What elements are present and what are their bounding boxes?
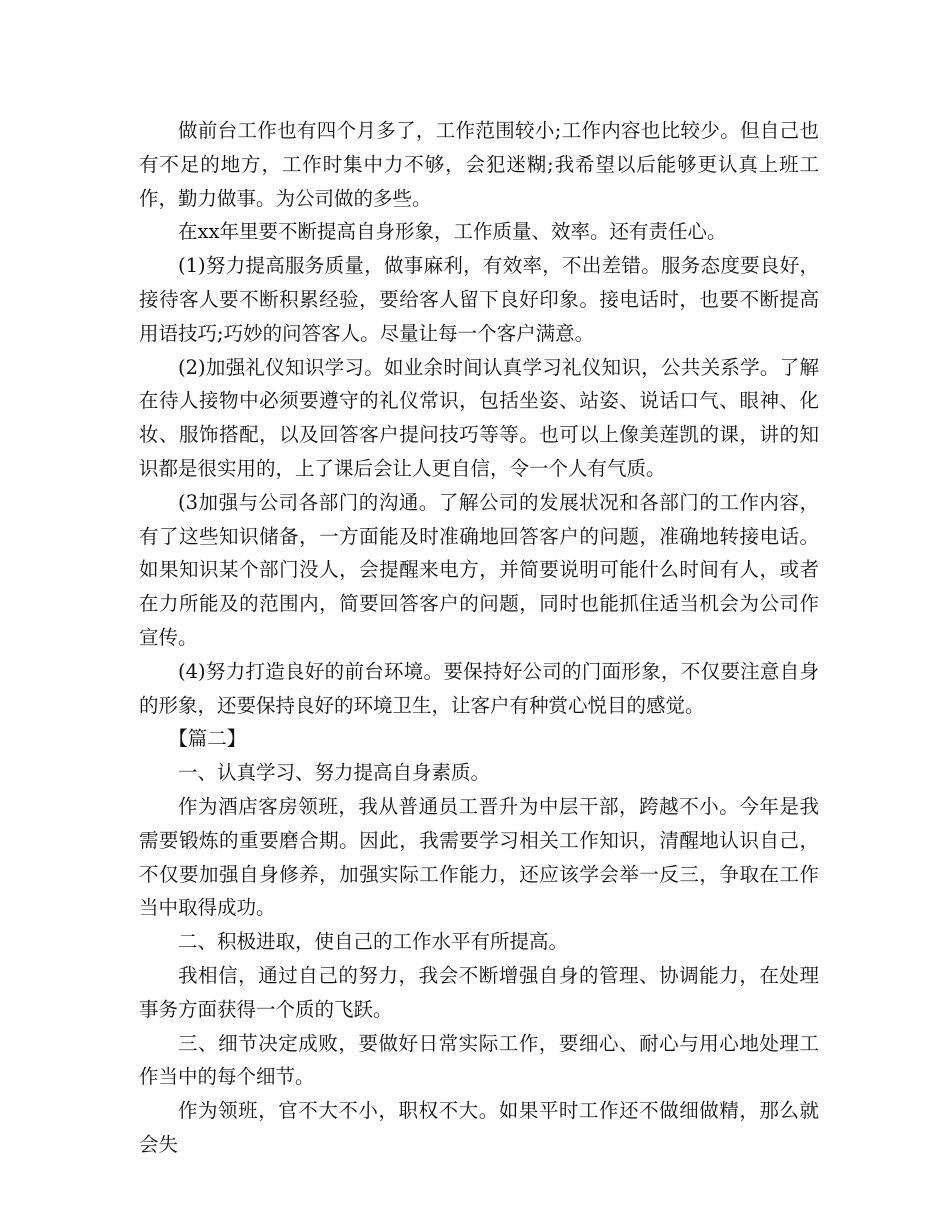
section-heading: 【篇二】 <box>168 727 247 751</box>
paragraph: (1)努力提高服务质量，做事麻利，有效率，不出差错。服务态度要良好，接待客人要不断积累经验，要给客人留下良好印象。接电话时，也要不断提高用语技巧;巧妙的问答客人。尽量让每一个客户满意。 <box>139 254 819 345</box>
paragraph: 作为酒店客房领班，我从普通员工晋升为中层干部，跨越不小。今年是我需要锻炼的重要磨合期。因此，我需要学习相关工作知识，清醒地认识自己，不仅要加强自身修养，加强实际工作能力，还应该学会举一反三，争取在工作当中取得成功。 <box>139 794 819 920</box>
paragraph: 做前台工作也有四个月多了，工作范围较小;工作内容也比较少。但自己也有不足的地方，工作时集中力不够，会犯迷糊;我希望以后能够更认真上班工作，勤力做事。为公司做的多些。 <box>139 119 819 210</box>
paragraph: 一、认真学习、努力提高自身素质。 <box>178 761 491 785</box>
paragraph: (3加强与公司各部门的沟通。了解公司的发展状况和各部门的工作内容，有了这些知识储备，一方面能及时准确地回答客户的问题，准确地转接电话。如果知识某个部门没人，会提醒来电方，并简要说明可能什么时间有人，或者在力所能及的范围内，简要回答客户的问题，同时也能抓住适当机会为公司作宣传。 <box>139 490 819 649</box>
paragraph: 二、积极进取，使自己的工作水平有所提高。 <box>178 930 569 954</box>
paragraph: 我相信，通过自己的努力，我会不断增强自身的管理、协调能力，在处理事务方面获得一个质的飞跃。 <box>139 963 819 1021</box>
paragraph: 三、细节决定成败，要做好日常实际工作，要细心、耐心与用心地处理工作当中的每个细节。 <box>139 1031 819 1089</box>
paragraph: 作为领班，官不大不小，职权不大。如果平时工作还不做细做精，那么就会失 <box>139 1099 819 1156</box>
paragraph: (4)努力打造良好的前台环境。要保持好公司的门面形象，不仅要注意自身的形象，还要保持良好的环境卫生，让客户有种赏心悦目的感觉。 <box>139 659 819 717</box>
paragraph: (2)加强礼仪知识学习。如业余时间认真学习礼仪知识，公共关系学。了解在待人接物中必须要遵守的礼仪常识，包括坐姿、站姿、说话口气、眼神、化妆、服饰搭配，以及回答客户提问技巧等等。也可以上像美莲凯的课，讲的知识都是很实用的，上了课后会让人更自信，令一个人有气质。 <box>139 355 819 480</box>
paragraph: 在xx年里要不断提高自身形象，工作质量、效率。还有责任心。 <box>178 220 727 244</box>
document-body <box>139 114 819 1162</box>
